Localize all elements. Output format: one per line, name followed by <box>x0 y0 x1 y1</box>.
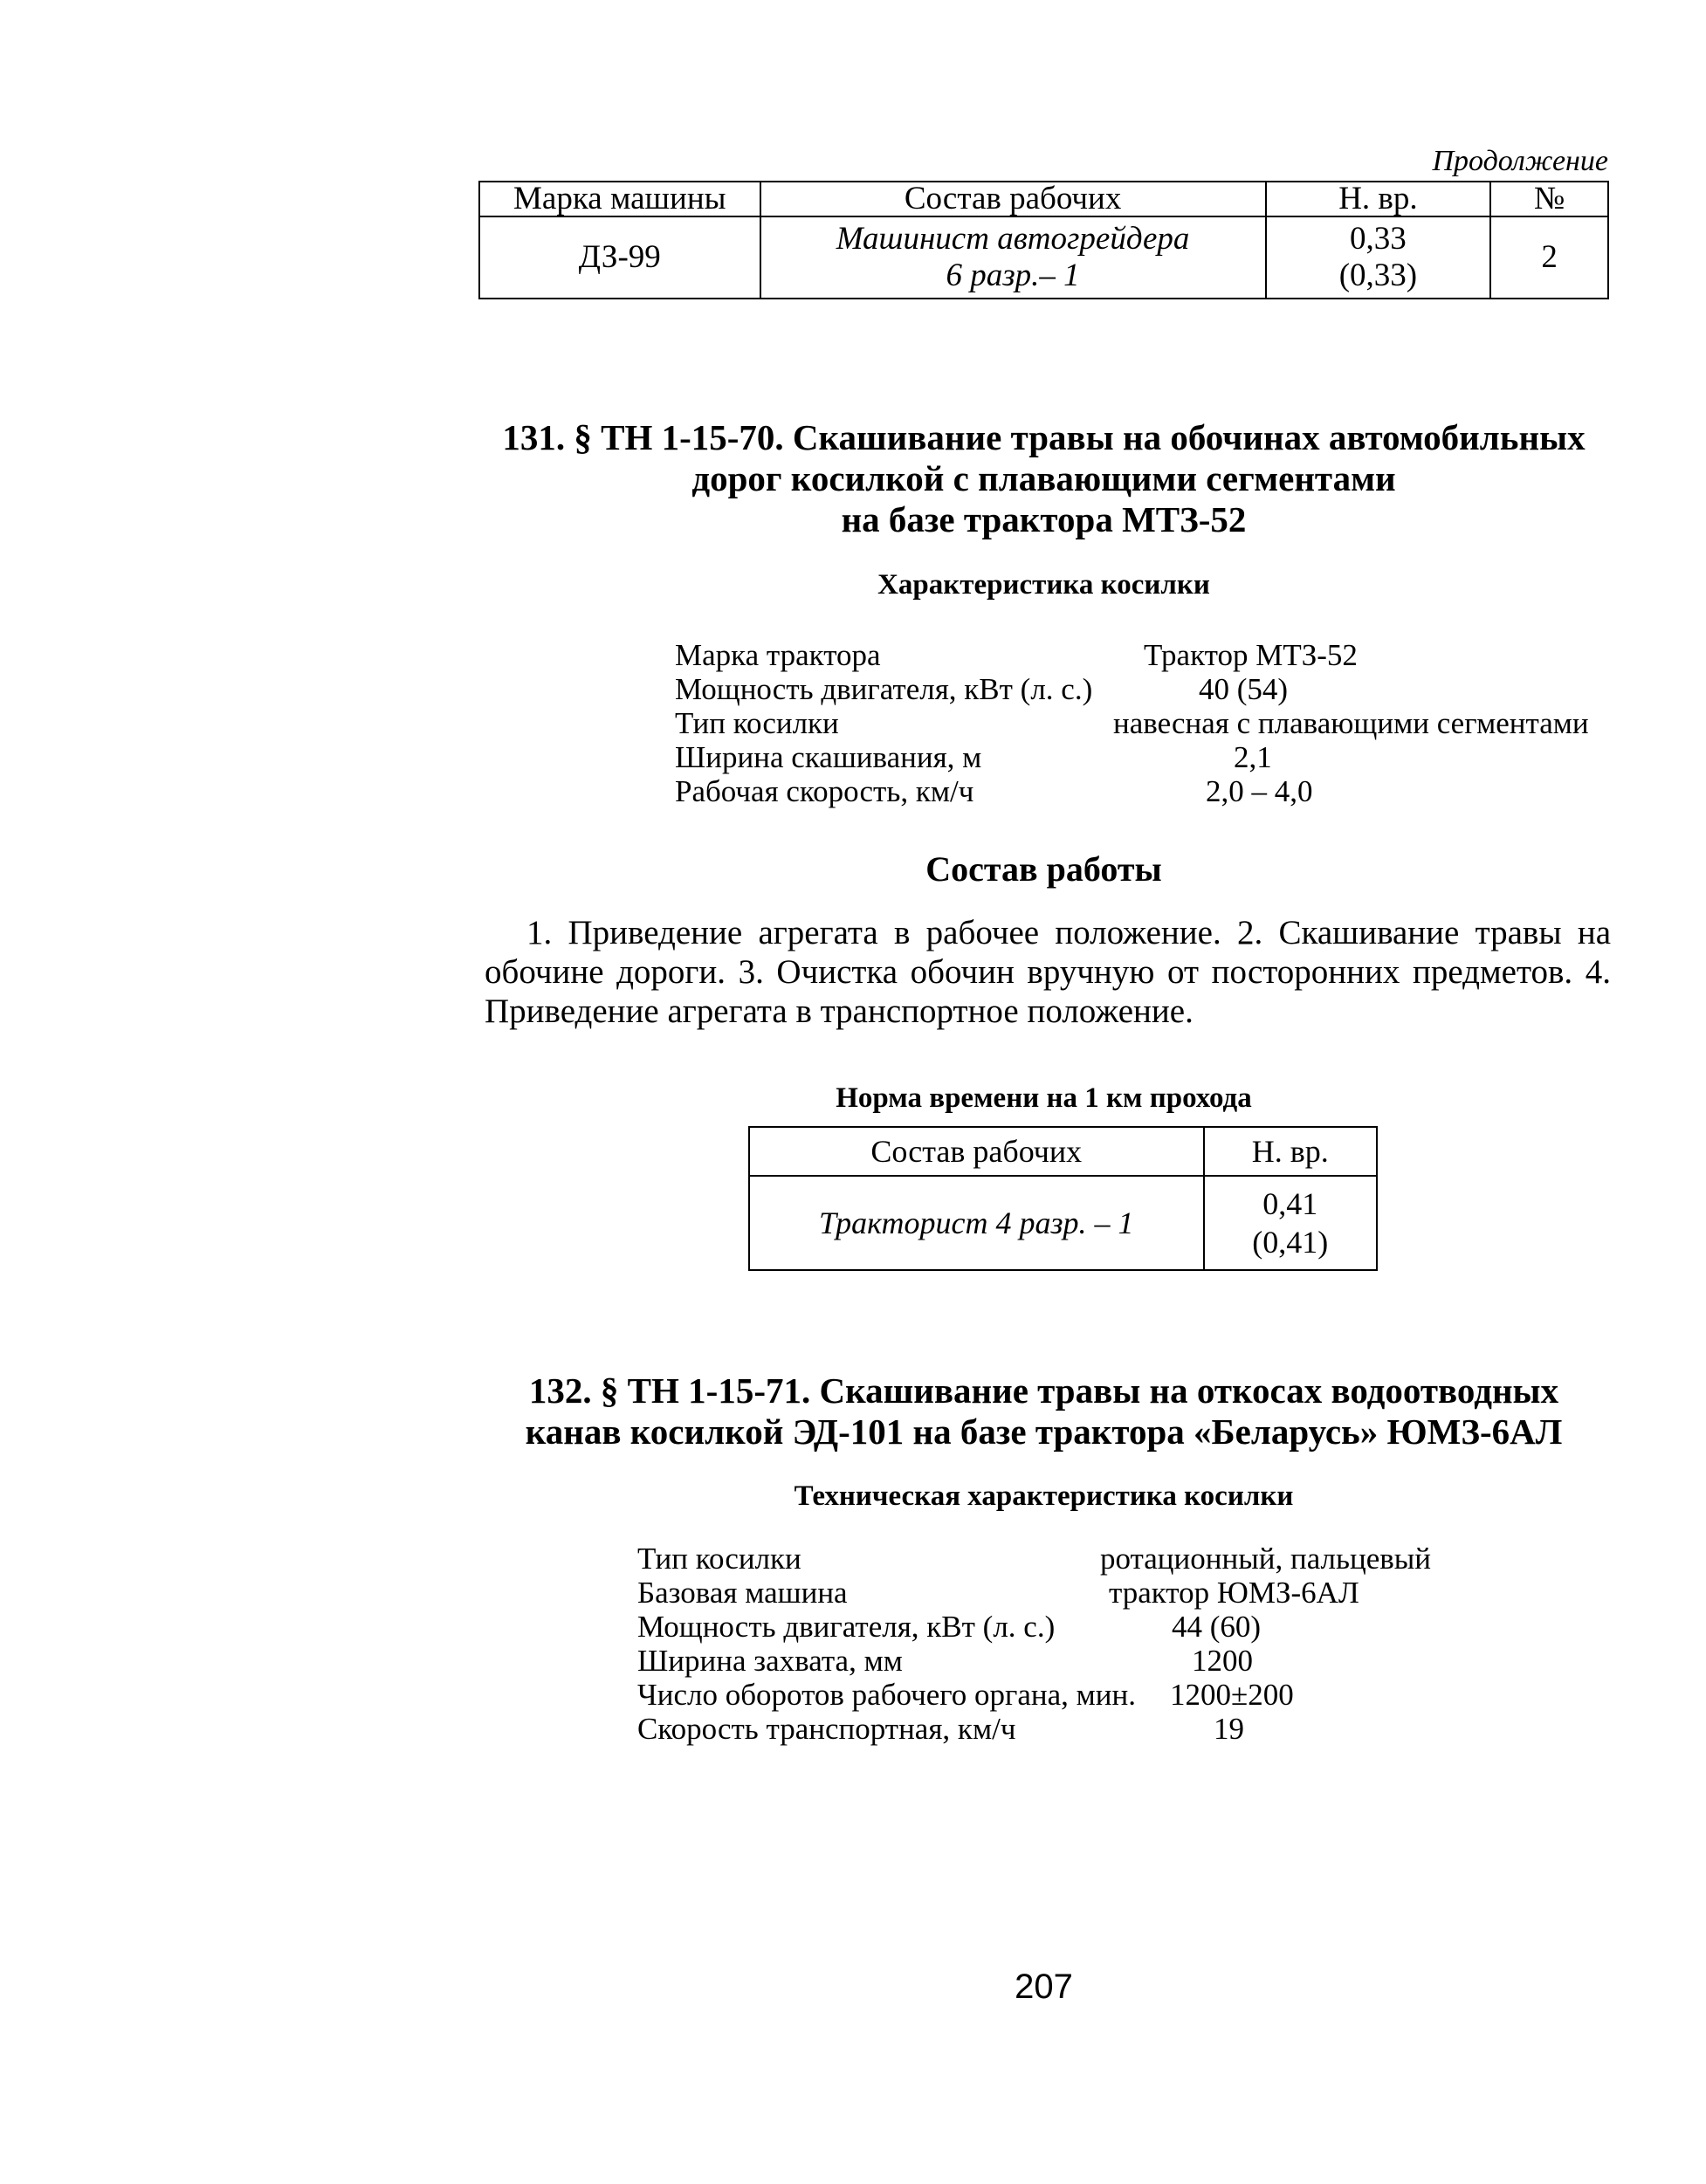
column-header: Марка машины <box>479 182 760 216</box>
spec-value: навесная с плавающими сегментами <box>1113 706 1589 740</box>
number-cell: 2 <box>1490 216 1608 299</box>
spec-value: 40 (54) <box>1199 672 1289 706</box>
table-row <box>479 216 1608 299</box>
heading-line: на базе трактора МТЗ-52 <box>841 499 1247 539</box>
spec-value: 19 <box>1214 1712 1244 1746</box>
spec-label: Ширина скашивания, м <box>675 740 982 774</box>
column-header: Состав рабочих <box>749 1127 1204 1176</box>
workers-line: Машинист автогрейдера <box>836 221 1190 257</box>
spec-label: Базовая машина <box>637 1576 848 1610</box>
work-title: Состав работы <box>925 849 1162 889</box>
spec-value: 2,0 – 4,0 <box>1206 774 1313 808</box>
continuation-label: Продолжение <box>1432 145 1608 177</box>
spec-label: Тип косилки <box>675 706 839 740</box>
column-header: № <box>1490 182 1608 216</box>
spec-label: Число оборотов рабочего органа, мин. <box>637 1678 1137 1712</box>
spec-label: Мощность двигателя, кВт (л. с.) <box>637 1610 1056 1644</box>
section-132-heading <box>478 1370 1609 1453</box>
table-row <box>749 1176 1377 1270</box>
spec-list-132 <box>637 1542 1598 1751</box>
norm-value: 0,33 <box>1350 221 1407 257</box>
page-number: 207 <box>1015 1968 1073 2006</box>
norm-title: Норма времени на 1 км прохода <box>836 1082 1252 1114</box>
heading-line: 131. § ТН 1-15-70. Скашивание травы на обочинах автомобильных <box>502 417 1586 457</box>
norm-cell <box>1204 1176 1378 1270</box>
workers-cell <box>760 216 1266 299</box>
spec-value: трактор ЮМЗ-6АЛ <box>1109 1576 1359 1610</box>
heading-line: 132. § ТН 1-15-71. Скашивание травы на откосах водоотводных <box>528 1370 1559 1411</box>
column-header: Состав рабочих <box>760 182 1266 216</box>
work-text: 1. Приведение агрегата в рабочее положение. 2. Скашивание травы на обочине дороги. 3. Очистка обочин вручную от посторонних предметов. 4. Приведение агрегата в транспортное положение. <box>485 914 1611 1030</box>
section-131-heading <box>478 417 1609 540</box>
spec-title-132: Техническая характеристика косилки <box>794 1480 1294 1512</box>
spec-value: 1200 <box>1192 1644 1253 1678</box>
spec-value: ротационный, пальцевый <box>1100 1542 1432 1576</box>
heading-line: канав косилкой ЭД-101 на базе трактора «Беларусь» ЮМЗ-6АЛ <box>525 1411 1563 1452</box>
spec-value: 2,1 <box>1234 740 1272 774</box>
machine-cell: ДЗ-99 <box>479 216 760 299</box>
column-header: Н. вр. <box>1266 182 1491 216</box>
norm-cell <box>1266 216 1491 299</box>
spec-label: Рабочая скорость, км/ч <box>675 774 974 808</box>
spec-value: 44 (60) <box>1172 1610 1262 1644</box>
spec-label: Тип косилки <box>637 1542 801 1576</box>
norm-value-alt: (0,41) <box>1252 1225 1329 1260</box>
column-header: Н. вр. <box>1204 1127 1378 1176</box>
spec-value: Трактор МТЗ-52 <box>1144 638 1358 672</box>
spec-label: Ширина захвата, мм <box>637 1644 903 1678</box>
norm-table <box>748 1126 1378 1271</box>
spec-label: Мощность двигателя, кВт (л. с.) <box>675 672 1093 706</box>
top-table <box>478 181 1609 299</box>
heading-line: дорог косилкой с плавающими сегментами <box>691 458 1396 498</box>
spec-list-131 <box>675 638 1635 813</box>
spec-label: Скорость транспортная, км/ч <box>637 1712 1016 1746</box>
norm-value: 0,41 <box>1262 1186 1318 1221</box>
workers-cell: Тракторист 4 разр. – 1 <box>749 1176 1204 1270</box>
table-header-row <box>479 182 1608 216</box>
spec-label: Марка трактора <box>675 638 881 672</box>
spec-value: 1200±200 <box>1170 1678 1294 1712</box>
norm-value-alt: (0,33) <box>1338 258 1418 293</box>
workers-line: 6 разр.– 1 <box>946 258 1080 293</box>
table-header-row <box>749 1127 1377 1176</box>
spec-title-131: Характеристика косилки <box>877 569 1210 601</box>
